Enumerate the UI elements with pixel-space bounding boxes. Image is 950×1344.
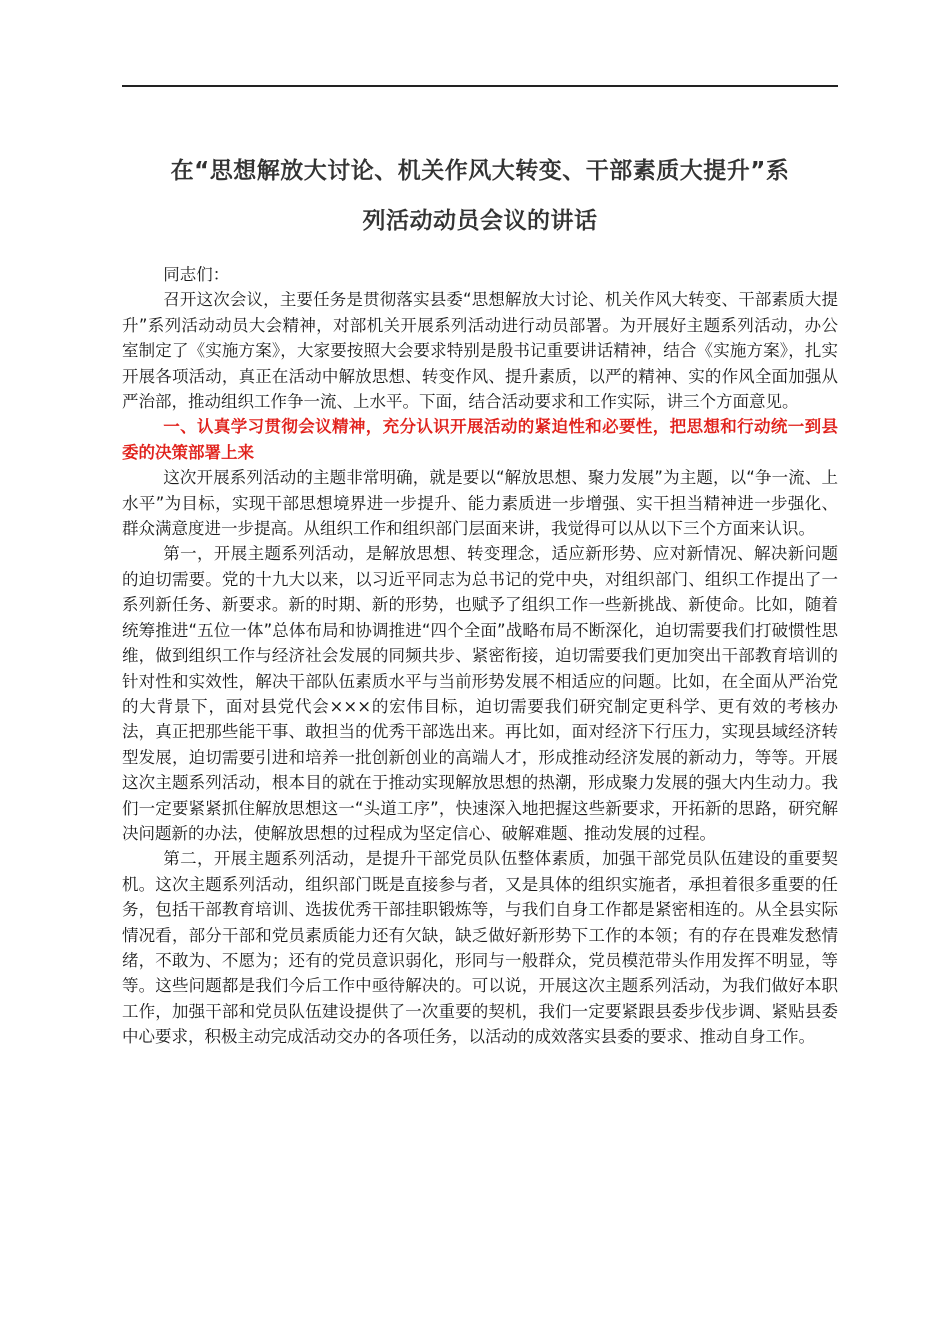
paragraph-intro: 召开这次会议，主要任务是贯彻落实县委“思想解放大讨论、机关作风大转变、干部素质大提升”系列活动动员大会精神，对部机关开展系列活动进行动员部署。为开展好主题系列活动，办公室制定了《实施方案》，大家要按照大会要求特别是殷书记重要讲话精神，结合《实施方案》，扎实开展各项活动，真正在活动中解放思想、转变作风、提升素质，以严的精神、实的作风全面加强从严治部，推动组织工作争一流、上水平。下面，结合活动要求和工作实际，讲三个方面意见。	[122, 290, 838, 412]
header-rule	[122, 85, 838, 87]
section-heading-1: 一、认真学习贯彻会议精神，充分认识开展活动的紧迫性和必要性，把思想和行动统一到县委的决策部署上来	[122, 417, 838, 462]
page-title	[122, 146, 838, 246]
document-body	[122, 262, 838, 1050]
salutation: 同志们：	[163, 265, 230, 284]
paragraph-theme: 这次开展系列活动的主题非常明确，就是要以“解放思想、聚力发展”为主题，以“争一流、上水平”为目标，实现干部思想境界进一步提升、能力素质进一步增强、实干担当精神进一步强化、群众满意度进一步提高。从组织工作和组织部门层面来讲，我觉得可以从以下三个方面来认识。	[122, 468, 838, 539]
title-line-1: 在“思想解放大讨论、机关作风大转变、干部素质大提升”系	[170, 158, 790, 184]
paragraph-first-point: 第一，开展主题系列活动，是解放思想、转变理念，适应新形势、应对新情况、解决新问题的迫切需要。党的十九大以来，以习近平同志为总书记的党中央，对组织部门、组织工作提出了一系列新任务、新要求。新的时期、新的形势，也赋予了组织工作一些新挑战、新使命。比如，随着统筹推进“五位一体”总体布局和协调推进“四个全面”战略布局不断深化，迫切需要我们打破惯性思维，做到组织工作与经济社会发展的同频共步、紧密衔接，迫切需要我们更加突出干部教育培训的针对性和实效性，解决干部队伍素质水平与当前形势发展不相适应的问题。比如，在全面从严治党的大背景下，面对县党代会×××的宏伟目标，迫切需要我们研究制定更科学、更有效的考核办法，真正把那些能干事、敢担当的优秀干部选出来。再比如，面对经济下行压力，实现县域经济转型发展，迫切需要引进和培养一批创新创业的高端人才，形成推动经济发展的新动力，等等。开展这次主题系列活动，根本目的就在于推动实现解放思想的热潮，形成聚力发展的强大内生动力。我们一定要紧紧抓住解放思想这一“头道工序”，快速深入地把握这些新要求，开拓新的思路，研究解决问题新的办法，使解放思想的过程成为坚定信心、破解难题、推动发展的过程。	[122, 544, 838, 843]
title-line-2: 列活动动员会议的讲话	[362, 208, 598, 234]
paragraph-second-point: 第二，开展主题系列活动，是提升干部党员队伍整体素质，加强干部党员队伍建设的重要契机。这次主题系列活动，组织部门既是直接参与者，又是具体的组织实施者，承担着很多重要的任务，包括干部教育培训、选拔优秀干部挂职锻炼等，与我们自身工作都是紧密相连的。从全县实际情况看，部分干部和党员素质能力还有欠缺，缺乏做好新形势下工作的本领；有的存在畏难发愁情绪，不敢为、不愿为；还有的党员意识弱化，形同与一般群众，党员模范带头作用发挥不明显，等等。这些问题都是我们今后工作中亟待解决的。可以说，开展这次主题系列活动，为我们做好本职工作，加强干部和党员队伍建设提供了一次重要的契机，我们一定要紧跟县委步伐步调、紧贴县委中心要求，积极主动完成活动交办的各项任务，以活动的成效落实县委的要求、推动自身工作。	[122, 849, 838, 1047]
